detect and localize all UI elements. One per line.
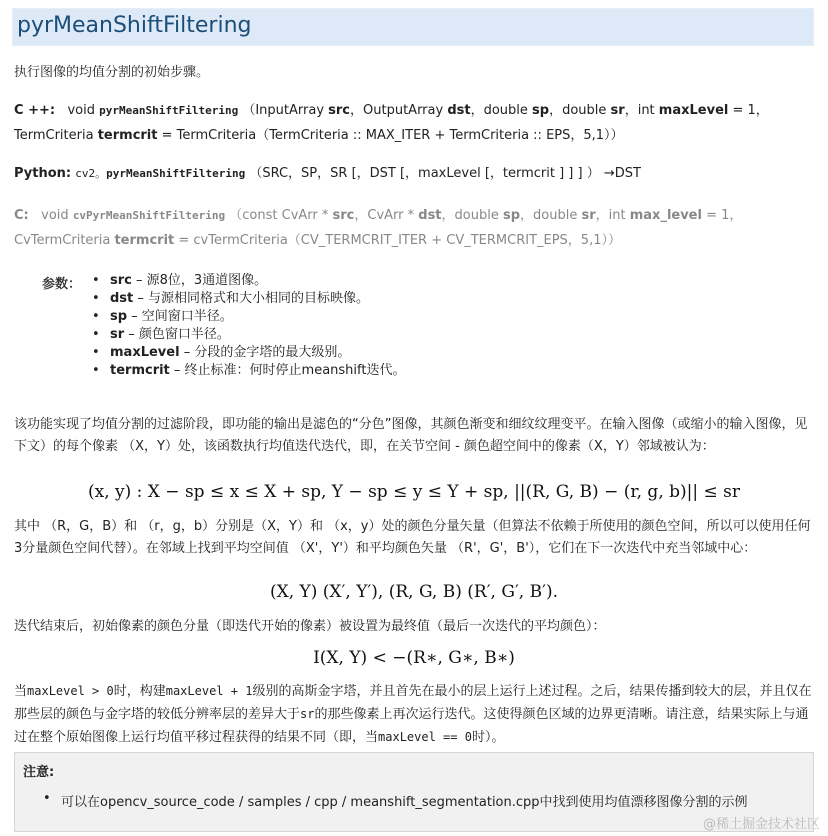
c-signature: [14, 203, 816, 253]
description-paragraph-2: 其中 （R，G，B）和 （r，g，b）分别是（X，Y）和 （x，y）处的颜色分量矢量（但算法不依赖于所使用的颜色空间，所以可以使用任何3分量颜色空间代替）。在邻域上找到平均空间值 （X'，Y'）和平均颜色矢量 （R'，G'，B'），它们在下一次迭代中充当邻域中心：: [14, 519, 811, 556]
title-bar: [12, 8, 814, 46]
formula-mean-update: (X, Y) (X′, Y′), (R, G, B) (R′, G′, B′).: [269, 582, 558, 602]
cpp-arg-src: src: [328, 103, 351, 118]
params-list: [92, 272, 432, 380]
param-desc: – 分段的金字塔的最大级别。: [179, 345, 351, 360]
c-label: C:: [14, 208, 29, 223]
formula-final-color: I(X, Y) < −(R∗, G∗, B∗): [313, 648, 515, 668]
param-desc: – 源8位，3通道图像。: [131, 273, 268, 288]
para4-text: 当: [14, 684, 28, 699]
cpp-arg-maxlevel: maxLevel: [658, 103, 729, 118]
description-paragraph-3: 迭代结束后，初始像素的颜色分量（即迭代开始的像素）被设置为最终值（最后一次迭代的平均颜色）：: [14, 619, 606, 634]
cpp-arg-termcrit: termcrit: [97, 128, 158, 143]
c-arg-text: （const CvArr *: [229, 208, 333, 223]
c-return-type: void: [41, 208, 69, 223]
param-desc: – 颜色窗口半径。: [124, 327, 230, 342]
c-arg-text: = 1，: [701, 208, 743, 223]
param-item: [92, 272, 432, 290]
param-name: sp: [110, 309, 128, 324]
c-arg-text: CvTermCriteria: [14, 233, 115, 248]
description-paragraph-4: [14, 680, 816, 749]
param-desc: – 终止标准：何时停止meanshift迭代。: [169, 363, 406, 378]
watermark: @稀土掘金技术社区: [702, 817, 820, 832]
code-sr: sr: [300, 707, 315, 721]
cpp-arg-sr: sr: [610, 103, 625, 118]
code-maxlevel-plus-1: maxLevel + 1: [165, 684, 253, 698]
c-arg-src: src: [332, 208, 355, 223]
param-item: [92, 344, 432, 362]
c-arg-text: = cvTermCriteria（CV_TERMCRIT_ITER + CV_TERMCRIT_EPS，5,1））: [174, 233, 621, 248]
code-maxlevel-eq-0: maxLevel == 0: [378, 730, 472, 744]
param-desc: – 空间窗口半径。: [127, 309, 233, 324]
c-arg-sr: sr: [581, 208, 596, 223]
c-arg-termcrit: termcrit: [114, 233, 175, 248]
cpp-arg-text: ，int: [624, 103, 659, 118]
params-label: 参数：: [42, 277, 82, 292]
cpp-arg-text: = TermCriteria（TermCriteria :: MAX_ITER + TermCriteria :: EPS，5,1））: [157, 128, 624, 143]
python-function-name: pyrMeanShiftFiltering: [106, 167, 246, 180]
c-arg-text: ，CvArr *: [354, 208, 419, 223]
param-name: termcrit: [110, 363, 170, 378]
cpp-arg-text: （InputArray: [242, 103, 329, 118]
c-arg-text: ，double: [441, 208, 503, 223]
python-signature: [14, 163, 816, 185]
cpp-label: C ++:: [14, 103, 56, 118]
formula-neighborhood: (x, y) : X − sp ≤ x ≤ X + sp, Y − sp ≤ y ≤ Y + sp, ||(R, G, B) − (r, g, b)|| ≤ sr: [87, 482, 740, 502]
note-item: • 可以在opencv_source_code / samples / cpp / meanshift_segmentation.cpp中找到使用均值漂移图像分割的示例: [43, 791, 748, 810]
param-item: [92, 290, 432, 308]
code-maxlevel-gt-0: maxLevel > 0: [27, 684, 114, 698]
cpp-arg-text: ，double: [470, 103, 533, 118]
c-arg-text: ，int: [595, 208, 630, 223]
cpp-signature: [14, 98, 816, 148]
c-arg-max-level: max_level: [629, 208, 702, 223]
intro-text: 执行图像的均值分割的初始步骤。: [14, 65, 210, 80]
param-name: src: [110, 273, 132, 288]
c-function-name: cvPyrMeanShiftFiltering: [72, 209, 226, 222]
param-item: [92, 326, 432, 344]
para4-text: 的那些像素上再次运行迭代。这使得颜色区域的边界更清晰。请注意，结果实际上与通过在整个原始图像上运行均值平移过程获得的结果不同（即，当: [14, 707, 809, 745]
python-prefix: cv2。: [75, 167, 107, 180]
page-title: pyrMeanShiftFiltering: [17, 13, 252, 38]
param-item: [92, 362, 432, 380]
cpp-function-name: pyrMeanShiftFiltering: [99, 104, 239, 117]
cpp-arg-text: ，double: [549, 103, 611, 118]
param-name: sr: [110, 327, 125, 342]
c-arg-sp: sp: [502, 208, 521, 223]
note-box: [14, 752, 814, 832]
cpp-return-type: void: [67, 103, 95, 118]
param-item: [92, 308, 432, 326]
python-args: （SRC，SP，SR [，DST [，maxLevel [，termcrit ] ] ] ） →DST: [249, 166, 641, 181]
note-title: 注意:: [23, 765, 55, 780]
param-name: maxLevel: [110, 345, 180, 360]
param-desc: – 与源相同格式和大小相同的目标映像。: [133, 291, 370, 306]
cpp-arg-sp: sp: [532, 103, 550, 118]
cpp-arg-text: = 1，: [728, 103, 769, 118]
c-arg-text: ，double: [520, 208, 582, 223]
cpp-arg-text: TermCriteria: [14, 128, 98, 143]
para4-text: 级别的高斯金字塔，并且首先在最小的层上运行上述过程。之后，结果传播到较大的层，并且仅在那些层的颜色与金字塔的较低分辨率层的差异大于: [14, 684, 812, 722]
param-name: dst: [110, 291, 134, 306]
para4-text: 时，构建: [113, 684, 166, 699]
para4-text: 时）。: [471, 730, 505, 745]
cpp-arg-text: ，OutputArray: [350, 103, 448, 118]
cpp-arg-dst: dst: [447, 103, 471, 118]
description-paragraph-1: 该功能实现了均值分割的过滤阶段，即功能的输出是滤色的“分色”图像，其颜色渐变和细纹纹理变平。在输入图像（或缩小的输入图像，见下文）的每个像素 （X，Y）处，该函数执行均值迭代迭代，即，在关节空间 - 颜色超空间中的像素（X，Y）邻域被认为：: [14, 417, 808, 454]
python-label: Python:: [14, 166, 72, 181]
c-arg-dst: dst: [418, 208, 442, 223]
